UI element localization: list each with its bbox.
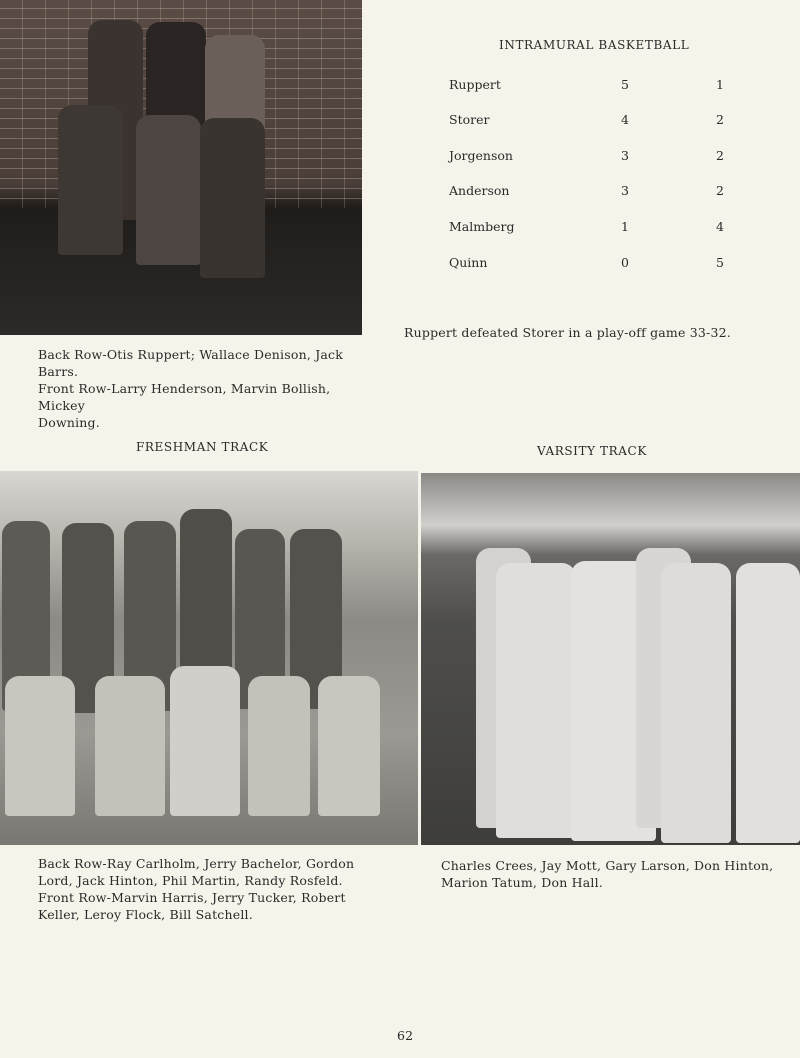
team-name: Quinn [449,255,488,270]
basketball-caption [38,346,363,431]
basketball-team-photo [0,0,362,335]
freshman-track-photo [0,471,418,845]
playoff-note: Ruppert defeated Storer in a play-off game 33-32. [404,325,731,340]
wins: 5 [621,77,629,92]
freshman-track-title: FRESHMAN TRACK [136,440,269,454]
caption-line: Lord, Jack Hinton, Phil Martin, Randy Rosfeld. [38,873,343,888]
varsity-track-title: VARSITY TRACK [537,444,647,458]
team-name: Malmberg [449,219,515,234]
wins: 3 [621,183,629,198]
team-name: Storer [449,112,490,127]
caption-line: Front Row-Larry Henderson, Marvin Bollish, Mickey [38,381,331,413]
losses: 2 [716,112,724,127]
losses: 4 [716,219,724,234]
team-name: Ruppert [449,77,501,92]
basketball-title: INTRAMURAL BASKETBALL [499,38,690,52]
caption-line: Charles Crees, Jay Mott, Gary Larson, Don Hinton, [441,858,774,873]
varsity-track-caption [441,857,796,891]
losses: 1 [716,77,724,92]
caption-line: Keller, Leroy Flock, Bill Satchell. [38,907,253,922]
varsity-track-photo [421,473,800,845]
caption-line: Back Row-Otis Ruppert; Wallace Denison, Jack Barrs. [38,347,344,379]
wins: 0 [621,255,629,270]
losses: 5 [716,255,724,270]
caption-line: Marion Tatum, Don Hall. [441,875,603,890]
caption-line: Front Row-Marvin Harris, Jerry Tucker, Robert [38,890,346,905]
caption-line: Downing. [38,415,100,430]
wins: 1 [621,219,629,234]
wins: 4 [621,112,629,127]
team-name: Jorgenson [449,148,513,163]
losses: 2 [716,183,724,198]
page-number: 62 [397,1028,414,1043]
losses: 2 [716,148,724,163]
team-name: Anderson [449,183,510,198]
wins: 3 [621,148,629,163]
caption-line: Back Row-Ray Carlholm, Jerry Bachelor, Gordon [38,856,355,871]
freshman-track-caption [38,855,368,923]
